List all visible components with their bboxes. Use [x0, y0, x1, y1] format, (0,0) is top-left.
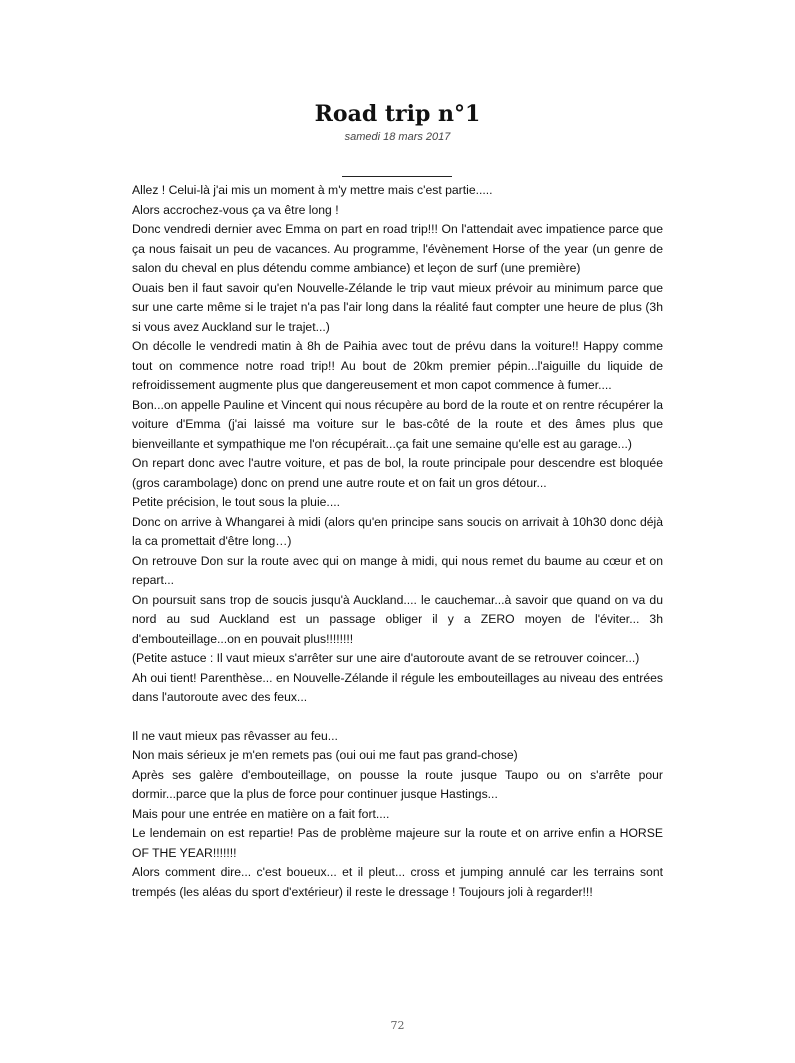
paragraph: On repart donc avec l'autre voiture, et pas de bol, la route principale pour descendre est bloquée (gros carambolage) donc on prend une autre route et on fait un gros détour... — [132, 456, 663, 490]
title-divider — [342, 176, 452, 177]
paragraph: (Petite astuce : Il vaut mieux s'arrêter sur une aire d'autoroute avant de se retrouver coincer...) — [132, 651, 640, 665]
page-number: 72 — [390, 1019, 405, 1032]
paragraph: Ouais ben il faut savoir qu'en Nouvelle-Zélande le trip vaut mieux prévoir au minimum parce que sur une carte même si le trajet n'a pas l'air long dans la réalité faut compter une heure de plus (3h si vous avez Auckland sur le trajet...) — [132, 280, 663, 334]
paragraph: Donc on arrive à Whangarei à midi (alors qu'en principe sans soucis on arrivait à 10h30 donc déjà la ca promettait d'être long…) — [132, 514, 663, 548]
paragraph: Donc vendredi dernier avec Emma on part en road trip!!! On l'attendait avec impatience parce que ça nous faisait un peu de vacances. Au programme, l'évènement Horse of the year (un genre de salon du cheval en plus détendu comme ambiance) et leçon de surf (une première) — [132, 222, 663, 275]
article-body — [132, 181, 663, 902]
post-date: samedi 18 mars 2017 — [344, 131, 451, 143]
paragraph: Alors comment dire... c'est boueux... et il pleut... cross et jumping annulé car les terrains sont trempés (les aléas du sport d'extérieur) il reste le dressage ! Toujours joli à regarder!!! — [132, 865, 663, 899]
paragraph: Allez ! Celui-là j'ai mis un moment à m'y mettre mais c'est partie..... — [132, 183, 493, 197]
paragraph: On poursuit sans trop de soucis jusqu'à Auckland.... le cauchemar...à savoir que quand on va du nord au sud Auckland est un passage obliger il y a ZERO moyen de l'éviter... 3h d'embouteillage...on en pouvait plus!!!!!!!! — [132, 592, 663, 646]
paragraph: Ah oui tient! Parenthèse... en Nouvelle-Zélande il régule les embouteillages au niveau des entrées dans l'autoroute avec des feux... — [132, 670, 663, 704]
paragraph: Bon...on appelle Pauline et Vincent qui nous récupère au bord de la route et on rentre récupérer la voiture d'Emma (j'ai laissé ma voiture sur le bas-côté de la route et des âmes plus que bienveillante et sympathique me l'on récupérait...ça fait une semaine qu'elle est au garage...) — [132, 397, 663, 451]
paragraph: Non mais sérieux je m'en remets pas (oui oui me faut pas grand-chose) — [132, 748, 518, 762]
paragraph: Le lendemain on est repartie! Pas de problème majeure sur la route et on arrive enfin a HORSE OF THE YEAR!!!!!!! — [132, 826, 663, 860]
paragraph: Alors accrochez-vous ça va être long ! — [132, 202, 339, 217]
paragraph: On décolle le vendredi matin à 8h de Paihia avec tout de prévu dans la voiture!! Happy comme tout on commence notre road trip!! Au bout de 20km premier pépin...l'aiguille du liquide de refroidissement augmente plus que dangereusement et mon capot commence à fumer.... — [132, 339, 663, 392]
page-title: Road trip n°1 — [314, 101, 481, 127]
paragraph: Il ne vaut mieux pas rêvasser au feu... — [132, 728, 338, 743]
paragraph: Petite précision, le tout sous la pluie.... — [132, 495, 340, 509]
paragraph: Mais pour une entrée en matière on a fait fort.... — [132, 806, 390, 821]
paragraph: On retrouve Don sur la route avec qui on mange à midi, qui nous remet du baume au cœur et on repart... — [132, 553, 663, 587]
paragraph: Après ses galère d'embouteillage, on pousse la route jusque Taupo ou on s'arrête pour dormir...parce que la plus de force pour continuer jusque Hastings... — [132, 767, 663, 801]
